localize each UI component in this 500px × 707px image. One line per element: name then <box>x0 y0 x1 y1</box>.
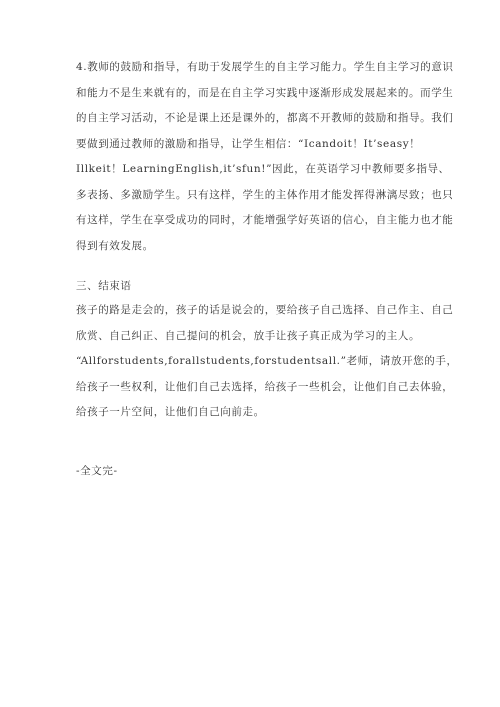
paragraph-line: Illkeit！LearningEnglish,it’sfun!”因此，在英语学习中教师要多指导、 <box>76 163 450 175</box>
paragraph-line: 给孩子一片空间，让他们自己向前走。 <box>76 406 265 418</box>
paragraph-line: 得到有效发展。 <box>76 239 154 252</box>
paragraph-line: 有这样，学生在享受成功的同时，才能增强学好英语的信心，自主能力也才能 <box>76 214 454 226</box>
end-marker: -全文完- <box>76 465 118 477</box>
paragraph-line: 4.教师的鼓励和指导，有助于发展学生的自主学习能力。学生自主学习的意识 <box>76 61 454 73</box>
paragraph-line: 欣赏、自己纠正、自己提问的机会，放手让孩子真正成为学习的主人。 <box>76 329 421 342</box>
section-heading: 三、结束语 <box>76 280 132 292</box>
paragraph-line: “Allforstudents,forallstudents,forstudentsall.”老师，请放开您的手， <box>76 355 458 367</box>
end-marker-block <box>76 462 432 480</box>
section-heading-conclusion <box>76 277 432 295</box>
paragraph-line: 孩子的路是走会的，孩子的话是说会的，要给孩子自己选择、自己作主、自己 <box>76 304 454 316</box>
body-paragraph-conclusion <box>76 301 458 429</box>
paragraph-line: 要做到通过教师的激励和指导，让学生相信：“Icandoit！It’seasy！ <box>76 137 421 150</box>
paragraph-line: 的自主学习活动，不论是课上还是课外的，都离不开教师的鼓励和指导。我们 <box>76 112 454 124</box>
paragraph-line: 多表扬、多激励学生。只有这样，学生的主体作用才能发挥得淋漓尽致；也只 <box>76 188 454 201</box>
paragraph-line: 和能力不是生来就有的，而是在自主学习实践中逐渐形成发展起来的。而学生 <box>76 86 454 99</box>
paragraph-line: 给孩子一些权利，让他们自己去选择，给孩子一些机会，让他们自己去体验， <box>76 380 454 393</box>
body-paragraph-teacher-guidance <box>76 58 454 262</box>
